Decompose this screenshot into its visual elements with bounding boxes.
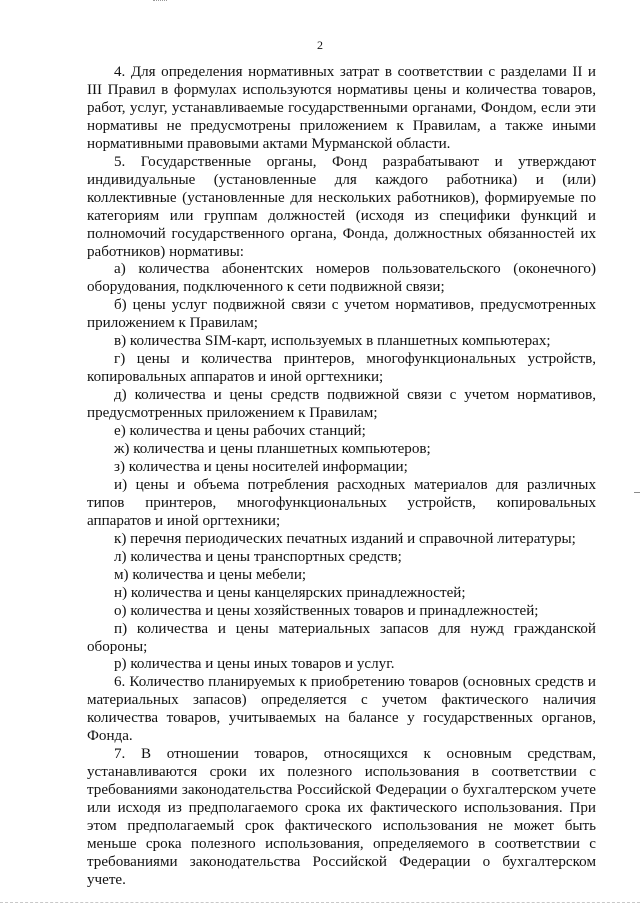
page-number: 2 xyxy=(317,38,323,52)
paragraph-7: 7. В отношении товаров, относящихся к основным средствам, устанавливаются сроки их полезного использования в соответствии с требованиями законодательства Российской Федерации о бухгалтерском учете или исходя из предполагаемого срока их фактического использования. При этом предполагаемый срок фактического использования не может быть меньше срока полезного использования, определяемого в соответствии с требованиями законодательства Российской Федерации о бухгалтерском учете. xyxy=(87,746,596,888)
list-item-l: л) количества и цены транспортных средств; xyxy=(114,548,402,565)
list-item-k: к) перечня периодических печатных изданий и справочной литературы; xyxy=(114,530,576,547)
paragraph-4: 4. Для определения нормативных затрат в соответствии с разделами II и III Правил в формулах используются нормативы цены и количества товаров, работ, услуг, устанавливаемые государственными органами, Фондом, если эти нормативы не предусмотрены приложением к Правилам, а также иными нормативными правовыми актами Мурманской области. xyxy=(87,64,596,152)
scan-mark-right xyxy=(634,492,640,493)
list-item-zh: ж) количества и цены планшетных компьютеров; xyxy=(114,441,431,458)
list-item-b: б) цены услуг подвижной связи с учетом нормативов, предусмотренных приложением к Правилам; xyxy=(87,297,596,332)
paragraph-5: 5. Государственные органы, Фонд разрабатывают и утверждают индивидуальные (установленные для каждого работника) и (или) коллективные (установленные для нескольких работников), формируемые по категориям или группам должностей (исходя из специфики функций и полномочий государственного органа, Фонда, должностных обязанностей их работников) нормативы: xyxy=(87,153,596,260)
list-item-v: в) количества SIM-карт, используемых в планшетных компьютерах; xyxy=(114,333,551,350)
list-item-i: и) цены и объема потребления расходных материалов для различных типов принтеров, многофункциональных устройств, копировальных аппаратов и иной оргтехники; xyxy=(87,476,596,529)
list-item-d: д) количества и цены средств подвижной связи с учетом нормативов, предусмотренных приложением к Правилам; xyxy=(87,387,596,422)
list-item-g: г) цены и количества принтеров, многофункциональных устройств, копировальных аппаратов и иной оргтехники; xyxy=(87,351,596,386)
list-item-a: а) количества абонентских номеров пользовательского (оконечного) оборудования, подключенного к сети подвижной связи; xyxy=(87,261,596,296)
list-item-n: н) количества и цены канцелярских принадлежностей; xyxy=(114,584,466,601)
list-item-e: е) количества и цены рабочих станций; xyxy=(114,423,366,440)
list-item-z: з) количества и цены носителей информации; xyxy=(114,458,408,475)
scan-mark-bottom xyxy=(0,901,640,903)
list-item-r: р) количества и цены иных товаров и услуг. xyxy=(114,656,395,673)
list-item-o: о) количества и цены хозяйственных товаров и принадлежностей; xyxy=(114,602,539,619)
list-item-m: м) количества и цены мебели; xyxy=(114,566,307,583)
paragraph-6: 6. Количество планируемых к приобретению товаров (основных средств и материальных запасов) определяется с учетом фактического наличия количества товаров, учитываемых на балансе у государственных органов, Фонда. xyxy=(87,674,596,745)
scan-mark-top xyxy=(153,0,167,4)
document-body xyxy=(87,64,596,890)
list-item-p: п) количества и цены материальных запасов для нужд гражданской обороны; xyxy=(87,620,596,655)
